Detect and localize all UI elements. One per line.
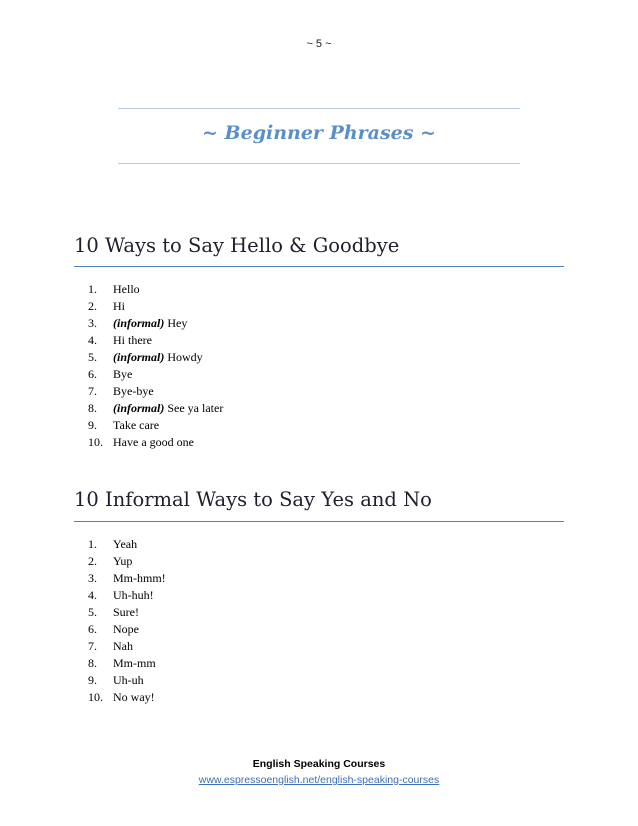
item-text: Uh-uh [113,673,144,687]
item-text: Hey [167,316,188,330]
list-item [88,315,223,332]
item-number: 1. [88,537,97,551]
item-text: Nope [113,622,139,636]
item-number: 9. [88,418,97,432]
item-number: 6. [88,622,97,636]
page-footer [0,756,638,788]
item-text: Howdy [167,350,203,364]
item-number: 7. [88,639,97,653]
item-text: Mm-hmm! [113,571,166,585]
list-item [88,281,223,298]
item-text: Sure! [113,605,139,619]
item-number: 10. [88,690,103,704]
item-number: 7. [88,384,97,398]
item-text: Bye [113,367,133,381]
item-text: See ya later [167,401,224,415]
item-number: 2. [88,299,97,313]
list-item [88,349,223,366]
list-item [88,604,166,621]
item-text: Take care [113,418,160,432]
list-item [88,570,166,587]
item-number: 6. [88,367,97,381]
banner-top-rule [118,108,520,109]
phrase-list-hello-goodbye [88,281,223,451]
list-item [88,689,166,706]
item-number: 3. [88,571,97,585]
item-number: 2. [88,554,97,568]
list-item [88,536,166,553]
item-number: 4. [88,333,97,347]
item-number: 4. [88,588,97,602]
item-number: 8. [88,401,97,415]
list-item [88,655,166,672]
item-text: Hello [113,282,140,296]
item-text: Have a good one [113,435,194,449]
list-item [88,332,223,349]
banner-bottom-rule [118,163,520,164]
list-item [88,298,223,315]
list-item [88,366,223,383]
item-text: Nah [113,639,133,653]
item-text: No way! [113,690,155,704]
footer-title: English Speaking Courses [252,758,386,770]
section-rule-hello-goodbye [74,266,564,267]
item-number: 1. [88,282,97,296]
list-item [88,434,223,451]
footer-course-link[interactable]: www.espressoenglish.net/english-speaking-courses [198,774,440,786]
item-tag: (informal) [113,350,165,364]
list-item [88,672,166,689]
item-tag: (informal) [113,401,165,415]
item-number: 10. [88,435,103,449]
section-heading-yes-no: 10 Informal Ways to Say Yes and No [74,488,432,511]
list-item [88,553,166,570]
page-banner-title: ~ Beginner Phrases ~ [202,122,436,144]
item-text: Mm-mm [113,656,156,670]
section-heading-hello-goodbye: 10 Ways to Say Hello & Goodbye [74,234,400,257]
section-rule-yes-no [74,521,564,522]
list-item [88,587,166,604]
item-text: Uh-huh! [113,588,154,602]
item-number: 5. [88,350,97,364]
phrase-list-yes-no [88,536,166,706]
list-item [88,638,166,655]
item-number: 9. [88,673,97,687]
item-number: 8. [88,656,97,670]
list-item [88,417,223,434]
page-number: ~ 5 ~ [306,38,332,50]
item-text: Yeah [113,537,138,551]
list-item [88,621,166,638]
item-text: Bye-bye [113,384,154,398]
item-tag: (informal) [113,316,165,330]
item-number: 3. [88,316,97,330]
list-item [88,383,223,400]
item-text: Yup [113,554,133,568]
list-item [88,400,223,417]
item-number: 5. [88,605,97,619]
item-text: Hi there [113,333,152,347]
item-text: Hi [113,299,125,313]
